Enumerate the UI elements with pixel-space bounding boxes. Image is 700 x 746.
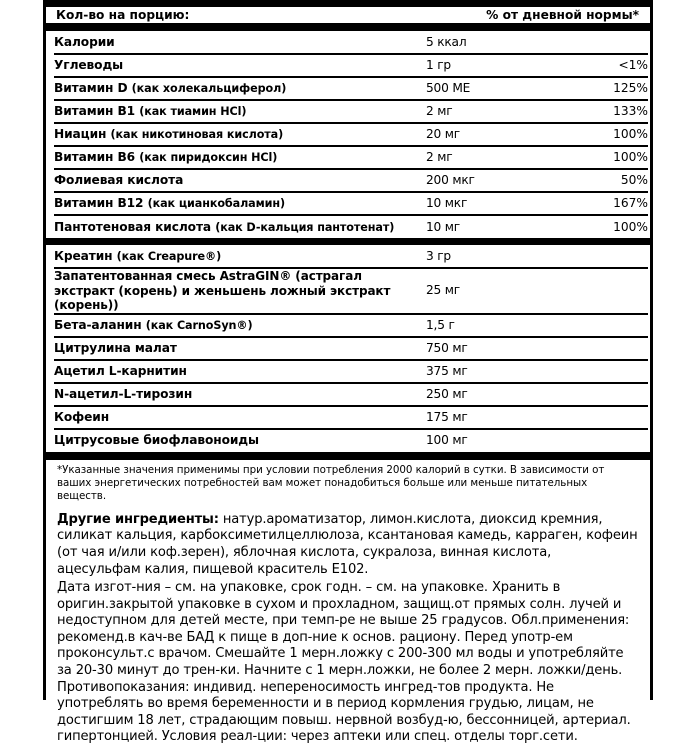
table-row — [54, 192, 648, 215]
row-name-text: Витамин B6 — [54, 150, 139, 164]
row-daily-value: <1% — [568, 54, 648, 77]
row-name — [54, 360, 426, 383]
row-name-text: Витамин B12 — [54, 196, 148, 210]
table-row — [54, 383, 648, 406]
row-amount: 100 мг — [426, 429, 568, 452]
row-name — [54, 406, 426, 429]
footnote-line-2: ваших энергетических потребностей вам может понадобиться больше или меньше питательных веществ. — [57, 477, 638, 504]
row-amount: 375 мг — [426, 360, 568, 383]
supplement-facts-panel — [43, 0, 653, 700]
row-name-text: Ацетил L-карнитин — [54, 364, 187, 378]
row-name-text: Цитрусовые биофлавоноиды — [54, 433, 259, 447]
row-name — [54, 245, 426, 268]
facts-table-wrap-2 — [46, 245, 650, 452]
row-name-detail: (как CarnoSyn®) — [146, 319, 253, 332]
row-amount: 2 мг — [426, 100, 568, 123]
row-name-detail: (как холекальциферол) — [132, 82, 287, 95]
row-daily-value: 50% — [568, 169, 648, 192]
row-amount: 1,5 г — [426, 314, 568, 337]
row-name-text: Витамин B1 — [54, 104, 139, 118]
top-rule — [46, 0, 650, 7]
row-amount: 10 мг — [426, 215, 568, 238]
row-name-detail: (как Creapure®) — [117, 250, 222, 263]
row-amount: 200 мкг — [426, 169, 568, 192]
row-daily-value: 167% — [568, 192, 648, 215]
row-name-text: Пантотеновая кислота — [54, 220, 215, 234]
daily-value-footnote — [54, 460, 642, 504]
row-daily-value: 125% — [568, 77, 648, 100]
row-name — [54, 429, 426, 452]
table-row — [54, 215, 648, 238]
row-name-detail: (как пиридоксин HCl) — [139, 151, 277, 164]
row-name-text: N-ацетил-L-тирозин — [54, 387, 192, 401]
row-daily-value — [568, 383, 648, 406]
row-name — [54, 123, 426, 146]
serving-header-row — [54, 7, 642, 23]
row-name-text: Креатин — [54, 249, 117, 263]
row-name — [54, 54, 426, 77]
row-name — [54, 337, 426, 360]
supplement-facts-table — [54, 31, 648, 238]
row-name-detail: (как никотиновая кислота) — [111, 128, 284, 141]
row-name-text: Ниацин — [54, 127, 111, 141]
table-row — [54, 31, 648, 54]
row-name-detail: (как цианкобаламин) — [148, 197, 285, 210]
footnote-wrap — [46, 460, 650, 746]
row-name — [54, 314, 426, 337]
row-amount: 3 гр — [426, 245, 568, 268]
facts-table-wrap — [46, 31, 650, 238]
row-daily-value — [568, 31, 648, 54]
row-name-text: Бета-аланин — [54, 318, 146, 332]
row-amount: 25 мг — [426, 268, 568, 314]
row-name-text: Углеводы — [54, 58, 123, 72]
panel-inner — [46, 7, 650, 23]
table-row — [54, 245, 648, 268]
row-name — [54, 146, 426, 169]
table-row-blend — [54, 268, 648, 314]
row-amount: 750 мг — [426, 337, 568, 360]
row-amount: 5 ккал — [426, 31, 568, 54]
row-daily-value — [568, 406, 648, 429]
footnote-line-1: *Указанные значения применимы при условии потребления 2000 калорий в сутки. В зависимости от — [57, 464, 638, 477]
table-row — [54, 169, 648, 192]
row-amount: 500 МЕ — [426, 77, 568, 100]
row-name: Запатентованная смесь AstraGIN® (астрагал экстракт (корень) и женьшень ложный экстракт (корень)) — [54, 268, 426, 314]
row-amount: 1 гр — [426, 54, 568, 77]
table-row — [54, 360, 648, 383]
row-amount: 20 мг — [426, 123, 568, 146]
usage-instructions-paragraph: Дата изгот-ния – см. на упаковке, срок годн. – см. на упаковке. Хранить в оригин.закрытой упаковке в сухом и прохладном, защищ.от прямых солн. лучей и недоступном для детей месте, при темп-ре не выше 25 градусов. Обл.применения: рекоменд.в кач-ве БАД к пище в доп-ние к основ. рациону. Перед употр-ем проконсульт.с врачом. Смешайте 1 мерн.ложку с 200-300 мл воды и употребляйте за 20-30 минут до трен-ки. Начните с 1 мерн.ложки, не более 2 мерн. ложки/день. Противопоказания: индивид. непереносимость ингред-тов продукта. Не употреблять во время беременности и в период кормления грудью, лицам, не достигшим 18 лет, страдающим повыш. нервной возбуд-ю, бессонницей, артериал. гипертонцией. Условия реал-ции: через аптеки или спец. отделы торг.сети. — [54, 578, 642, 746]
row-daily-value: 100% — [568, 215, 648, 238]
row-amount: 175 мг — [426, 406, 568, 429]
row-name — [54, 215, 426, 238]
table-row — [54, 337, 648, 360]
row-name — [54, 100, 426, 123]
supplement-facts-table-lower — [54, 245, 648, 452]
table-row — [54, 54, 648, 77]
row-daily-value: 100% — [568, 146, 648, 169]
serving-amount-label: Кол-во на порцию: — [56, 8, 189, 22]
other-ingredients-paragraph — [54, 504, 642, 578]
row-daily-value — [568, 268, 648, 314]
table-row — [54, 406, 648, 429]
section-rule-creatine — [46, 238, 650, 245]
row-name-detail: (как D-кальция пантотенат) — [215, 221, 394, 234]
row-name-text: Кофеин — [54, 410, 109, 424]
row-name — [54, 31, 426, 54]
other-ingredients-text: натур.ароматизатор, лимон.кислота, диоксид кремния, силикат кальция, карбоксиметилцеллюлоза, ксантановая камедь, карраген, кофеин (от чая и/или коф.зерен), яблочная кислота, сукралоза, винная кислота, ацесульфам калия, пищевой краситель E102. — [57, 512, 638, 577]
table-row — [54, 123, 648, 146]
table-row — [54, 314, 648, 337]
daily-value-label: % от дневной нормы* — [486, 8, 639, 22]
row-daily-value: 100% — [568, 123, 648, 146]
header-rule — [46, 23, 650, 31]
row-daily-value — [568, 314, 648, 337]
row-name-text: Цитрулина малат — [54, 341, 177, 355]
row-name — [54, 169, 426, 192]
row-amount: 250 мг — [426, 383, 568, 406]
row-daily-value: 133% — [568, 100, 648, 123]
row-daily-value — [568, 337, 648, 360]
row-name-text: Витамин D — [54, 81, 132, 95]
row-name — [54, 383, 426, 406]
table-row — [54, 146, 648, 169]
row-name — [54, 192, 426, 215]
row-amount: 2 мг — [426, 146, 568, 169]
row-name-text: Фолиевая кислота — [54, 173, 183, 187]
row-name — [54, 77, 426, 100]
row-daily-value — [568, 245, 648, 268]
table-row — [54, 77, 648, 100]
table-row — [54, 100, 648, 123]
table-row — [54, 429, 648, 452]
row-daily-value — [568, 429, 648, 452]
row-daily-value — [568, 360, 648, 383]
table-bottom-rule — [46, 452, 650, 460]
row-name-detail: (как тиамин HCl) — [139, 105, 246, 118]
other-ingredients-heading: Другие ингредиенты: — [57, 512, 219, 527]
row-amount: 10 мкг — [426, 192, 568, 215]
row-name-text: Калории — [54, 35, 115, 49]
